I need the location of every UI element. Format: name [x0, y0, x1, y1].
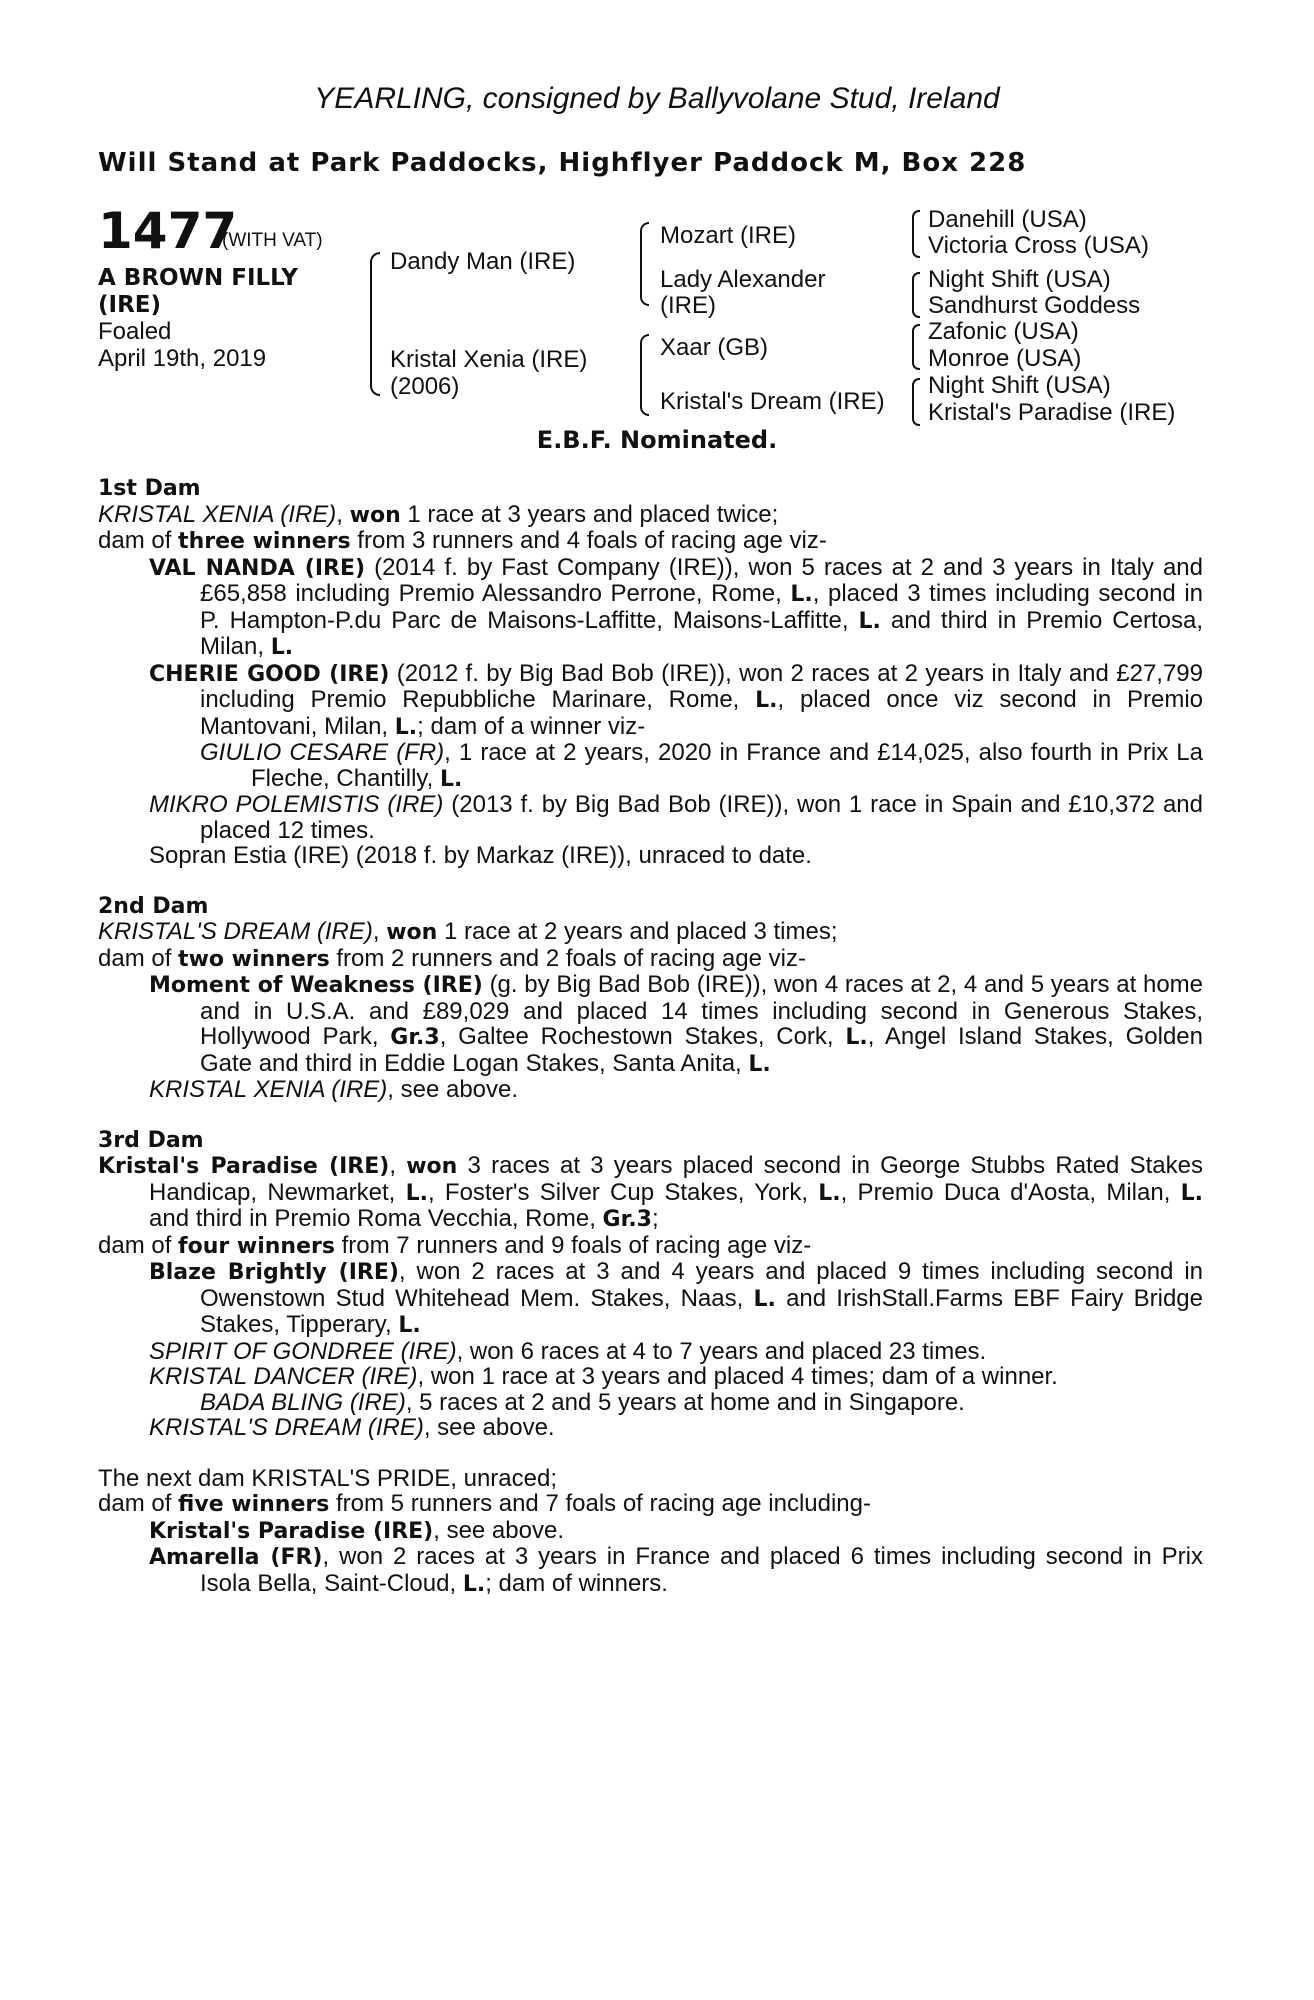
- first-dam-record: KRISTAL XENIA (IRE), won 1 race at 3 years and placed twice;: [98, 500, 779, 528]
- second-dam-record: KRISTAL'S DREAM (IRE), won 1 race at 2 years and placed 3 times;: [98, 918, 838, 945]
- third-dam-produce-summary: dam of four winners from 7 runners and 9 foals of racing age viz-: [98, 1231, 812, 1259]
- pedigree-brace: [912, 272, 920, 318]
- second-dam-produce-summary: dam of two winners from 2 runners and 2 foals of racing age viz-: [98, 944, 806, 972]
- second-dam-heading: 2nd Dam: [98, 893, 209, 919]
- pedigree-brace: [640, 334, 649, 416]
- pedigree-brace: [912, 324, 920, 370]
- sire-dam-sire: Night Shift (USA): [928, 266, 1111, 293]
- dam-sire-dam: Monroe (USA): [928, 345, 1082, 372]
- third-dam-record: Kristal's Paradise (IRE), won 3 races at 3 years placed second in George Stubbs Rated Stakes Handicap, Newmarket, L., Foster's Silver Cup Stakes, York, L., Premio Duca d'Aosta, Milan, L. and third in Premio Roma Vecchia, Rome, Gr.3;: [98, 1152, 1204, 1232]
- produce-entry: Sopran Estia (IRE) (2018 f. by Markaz (IRE)), unraced to date.: [149, 842, 812, 869]
- foaled-date: April 19th, 2019: [98, 345, 267, 372]
- next-dam-produce-summary: dam of five winners from 5 runners and 7 foals of racing age including-: [98, 1490, 871, 1517]
- produce-entry: Amarella (FR), won 2 races at 3 years in France and placed 6 times including second in Prix Isola Bella, Saint-Cloud, L.; dam of winners.: [149, 1543, 1204, 1597]
- pedigree-brace: [370, 252, 380, 396]
- produce-entry: Blaze Brightly (IRE), won 2 races at 3 and 4 years and placed 9 times including second in Owenstown Stud Whitehead Mem. Stakes, Naas, L. and IrishStall.Farms EBF Fairy Bridge Stakes, Tipperary, L.: [149, 1258, 1203, 1338]
- vat-note: (WITH VAT): [222, 230, 323, 251]
- pedigree-brace: [640, 222, 649, 306]
- lot-description: A BROWN FILLY: [98, 265, 298, 291]
- produce-entry: KRISTAL DANCER (IRE), won 1 race at 3 years and placed 4 times; dam of a winner.: [149, 1363, 1058, 1390]
- produce-entry-grandchild: GIULIO CESARE (FR), 1 race at 2 years, 2020 in France and £14,025, also fourth in Prix La Fleche, Chantilly, L.: [200, 739, 1204, 792]
- dam-foaled-year: (2006): [390, 373, 460, 400]
- dam-dam-name: Kristal's Dream (IRE): [660, 388, 885, 415]
- sire-sire-sire: Danehill (USA): [928, 206, 1087, 233]
- catalogue-body: [98, 476, 1203, 1597]
- sire-name: Dandy Man (IRE): [390, 248, 576, 275]
- sire-dam-name: Lady Alexander: [660, 266, 826, 293]
- dam-dam-sire: Night Shift (USA): [928, 372, 1111, 399]
- produce-entry: VAL NANDA (IRE) (2014 f. by Fast Company (IRE)), won 5 races at 2 and 3 years in Italy and £65,858 including Premio Alessandro Perrone, Rome, L., placed 3 times including second in P. Hampton-P.du Parc de Maisons-Laffitte, Maisons-Laffitte, L. and third in Premio Certosa, Milan, L.: [149, 553, 1204, 660]
- next-dam-record: The next dam KRISTAL'S PRIDE, unraced;: [98, 1464, 557, 1492]
- pedigree-brace: [912, 378, 920, 426]
- sire-dam-country: (IRE): [660, 292, 716, 319]
- stand-location: Will Stand at Park Paddocks, Highflyer Paddock M, Box 228: [98, 148, 1027, 178]
- produce-entry: KRISTAL XENIA (IRE), see above.: [149, 1076, 519, 1103]
- produce-entry: Kristal's Paradise (IRE), see above.: [149, 1516, 564, 1544]
- dam-sire-sire: Zafonic (USA): [928, 318, 1079, 345]
- produce-entry: Moment of Weakness (IRE) (g. by Big Bad Bob (IRE)), won 4 races at 2, 4 and 5 years at home and in U.S.A. and £89,029 and placed 14 times including second in Generous Stakes, Hollywood Park, Gr.3, Galtee Rochestown Stakes, Cork, L., Angel Island Stakes, Golden Gate and third in Eddie Logan Stakes, Santa Anita, L.: [149, 971, 1204, 1077]
- first-dam-heading: 1st Dam: [98, 476, 201, 501]
- produce-entry-grandchild: BADA BLING (IRE), 5 races at 2 and 5 years at home and in Singapore.: [200, 1388, 965, 1416]
- sire-sire-name: Mozart (IRE): [660, 222, 797, 249]
- sire-sire-dam: Victoria Cross (USA): [928, 232, 1149, 259]
- consignor-line: YEARLING, consigned by Ballyvolane Stud, Ireland: [314, 82, 1000, 115]
- lot-number: 1477: [98, 202, 238, 260]
- produce-entry: SPIRIT OF GONDREE (IRE), won 6 races at 4 to 7 years and placed 23 times.: [149, 1337, 987, 1365]
- third-dam-heading: 3rd Dam: [98, 1127, 204, 1153]
- lot-description-country: (IRE): [98, 292, 162, 318]
- produce-entry: MIKRO POLEMISTIS (IRE) (2013 f. by Big Bad Bob (IRE)), won 1 race in Spain and £10,372 and placed 12 times.: [149, 791, 1204, 844]
- dam-name: Kristal Xenia (IRE): [390, 346, 588, 373]
- first-dam-produce-summary: dam of three winners from 3 runners and 4 foals of racing age viz-: [98, 527, 827, 554]
- foaled-label: Foaled: [98, 318, 172, 345]
- dam-sire-name: Xaar (GB): [660, 334, 769, 361]
- pedigree-brace: [912, 210, 920, 258]
- dam-dam-dam: Kristal's Paradise (IRE): [928, 399, 1176, 426]
- sire-dam-dam: Sandhurst Goddess: [928, 292, 1141, 319]
- produce-entry: CHERIE GOOD (IRE) (2012 f. by Big Bad Bob (IRE)), won 2 races at 2 years in Italy and £27,799 including Premio Repubbliche Marinare, Rome, L., placed once viz second in Premio Mantovani, Milan, L.; dam of a winner viz-: [149, 659, 1203, 740]
- ebf-nominated: E.B.F. Nominated.: [536, 426, 778, 454]
- produce-entry: KRISTAL'S DREAM (IRE), see above.: [149, 1414, 555, 1441]
